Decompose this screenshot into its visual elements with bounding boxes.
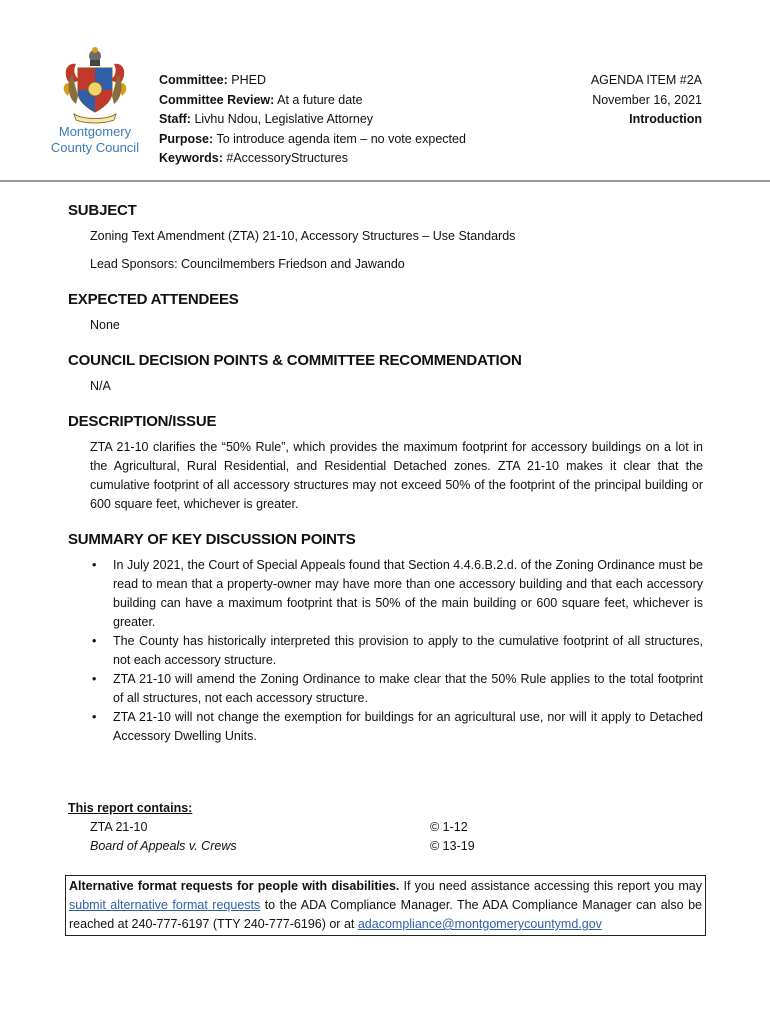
- description-text: ZTA 21-10 clarifies the “50% Rule”, which provides the maximum footprint for accessory buildings on a lot in the Agricultural, Rural Residential, and Residential Detached zones. ZTA 21-10 makes it clear that the cumulative footprint of all accessory structures may not exceed 50% of the footprint of the principal building or 600 square feet, whichever is greater.: [90, 440, 703, 511]
- subject-line: Zoning Text Amendment (ZTA) 21-10, Accessory Structures – Use Standards: [90, 229, 516, 243]
- report-contents: [68, 799, 538, 856]
- notice-text-1: If you need assistance accessing this report you may: [399, 879, 702, 893]
- committee-metadata: [159, 71, 466, 169]
- description-heading: DESCRIPTION/ISSUE: [68, 413, 217, 430]
- purpose-line: Purpose: To introduce agenda item – no vote expected: [159, 131, 466, 146]
- summary-bullet: • ZTA 21-10 will amend the Zoning Ordinance to make clear that the 50% Rule applies to the total footprint of all structures, not each accessory structure.: [90, 670, 703, 708]
- summary-bullet: • ZTA 21-10 will not change the exemption for buildings for an agricultural use, nor will it apply to Detached Accessory Dwelling Units.: [90, 708, 703, 746]
- council-name-line2: County Council: [50, 140, 140, 155]
- attendees-heading: EXPECTED ATTENDEES: [68, 291, 239, 308]
- summary-heading: SUMMARY OF KEY DISCUSSION POINTS: [68, 531, 356, 548]
- attendees-value: None: [90, 318, 120, 332]
- notice-text-2: to the ADA Compliance Manager. The ADA Compliance Manager can also be reached at 240-777-6197 (TTY 240-777-6196) or at: [69, 898, 702, 931]
- contents-item: [68, 837, 538, 856]
- page-header: [0, 0, 770, 181]
- description-section: [68, 413, 703, 514]
- contents-heading: This report contains:: [68, 801, 193, 815]
- report-body: [68, 202, 703, 763]
- alt-format-request-link[interactable]: submit alternative format requests: [69, 898, 261, 912]
- agenda-info: [591, 71, 702, 130]
- committee-line: Committee: PHED: [159, 73, 266, 87]
- contents-item-label: Board of Appeals v. Crews: [90, 839, 237, 853]
- attendees-section: [68, 291, 703, 335]
- staff-line: Staff: Livhu Ndou, Legislative Attorney: [159, 112, 374, 126]
- alternative-format-notice: [65, 875, 706, 936]
- summary-section: [68, 531, 703, 746]
- contents-item-pages: © 1-12: [430, 820, 468, 834]
- agenda-date: November 16, 2021: [592, 92, 702, 107]
- subject-section: [68, 202, 703, 274]
- agenda-stage: Introduction: [629, 112, 702, 126]
- contents-item: [68, 818, 538, 837]
- decision-section: [68, 352, 703, 396]
- contents-item-label: ZTA 21-10: [90, 820, 148, 834]
- subject-heading: SUBJECT: [68, 202, 137, 219]
- summary-bullet: • The County has historically interpreted this provision to apply to the cumulative footprint of all structures, not each accessory structure.: [90, 632, 703, 670]
- header-divider: [0, 180, 770, 182]
- county-seal-logo: [60, 44, 130, 124]
- keywords-line: Keywords: #AccessoryStructures: [159, 151, 348, 165]
- decision-heading: COUNCIL DECISION POINTS & COMMITTEE RECOMMENDATION: [68, 352, 522, 369]
- sponsors-line: Lead Sponsors: Councilmembers Friedson and Jawando: [90, 257, 405, 271]
- notice-lead: Alternative format requests for people with disabilities.: [69, 879, 400, 893]
- decision-value: N/A: [90, 379, 111, 393]
- council-name-line1: Montgomery: [58, 124, 132, 139]
- council-name: [40, 124, 150, 156]
- review-line: Committee Review: At a future date: [159, 92, 363, 107]
- ada-email-link[interactable]: adacompliance@montgomerycountymd.gov: [357, 917, 602, 931]
- summary-bullet: • In July 2021, the Court of Special Appeals found that Section 4.4.6.B.2.d. of the Zoning Ordinance must be read to mean that a property-owner may have more than one accessory building and that each accessory building can have a maximum footprint that is 50% of the main building or 600 square feet, whichever is greater.: [90, 556, 703, 632]
- agenda-item-number: AGENDA ITEM #2A: [590, 73, 702, 87]
- contents-item-pages: © 13-19: [430, 839, 475, 853]
- summary-bullet-list: [90, 556, 703, 746]
